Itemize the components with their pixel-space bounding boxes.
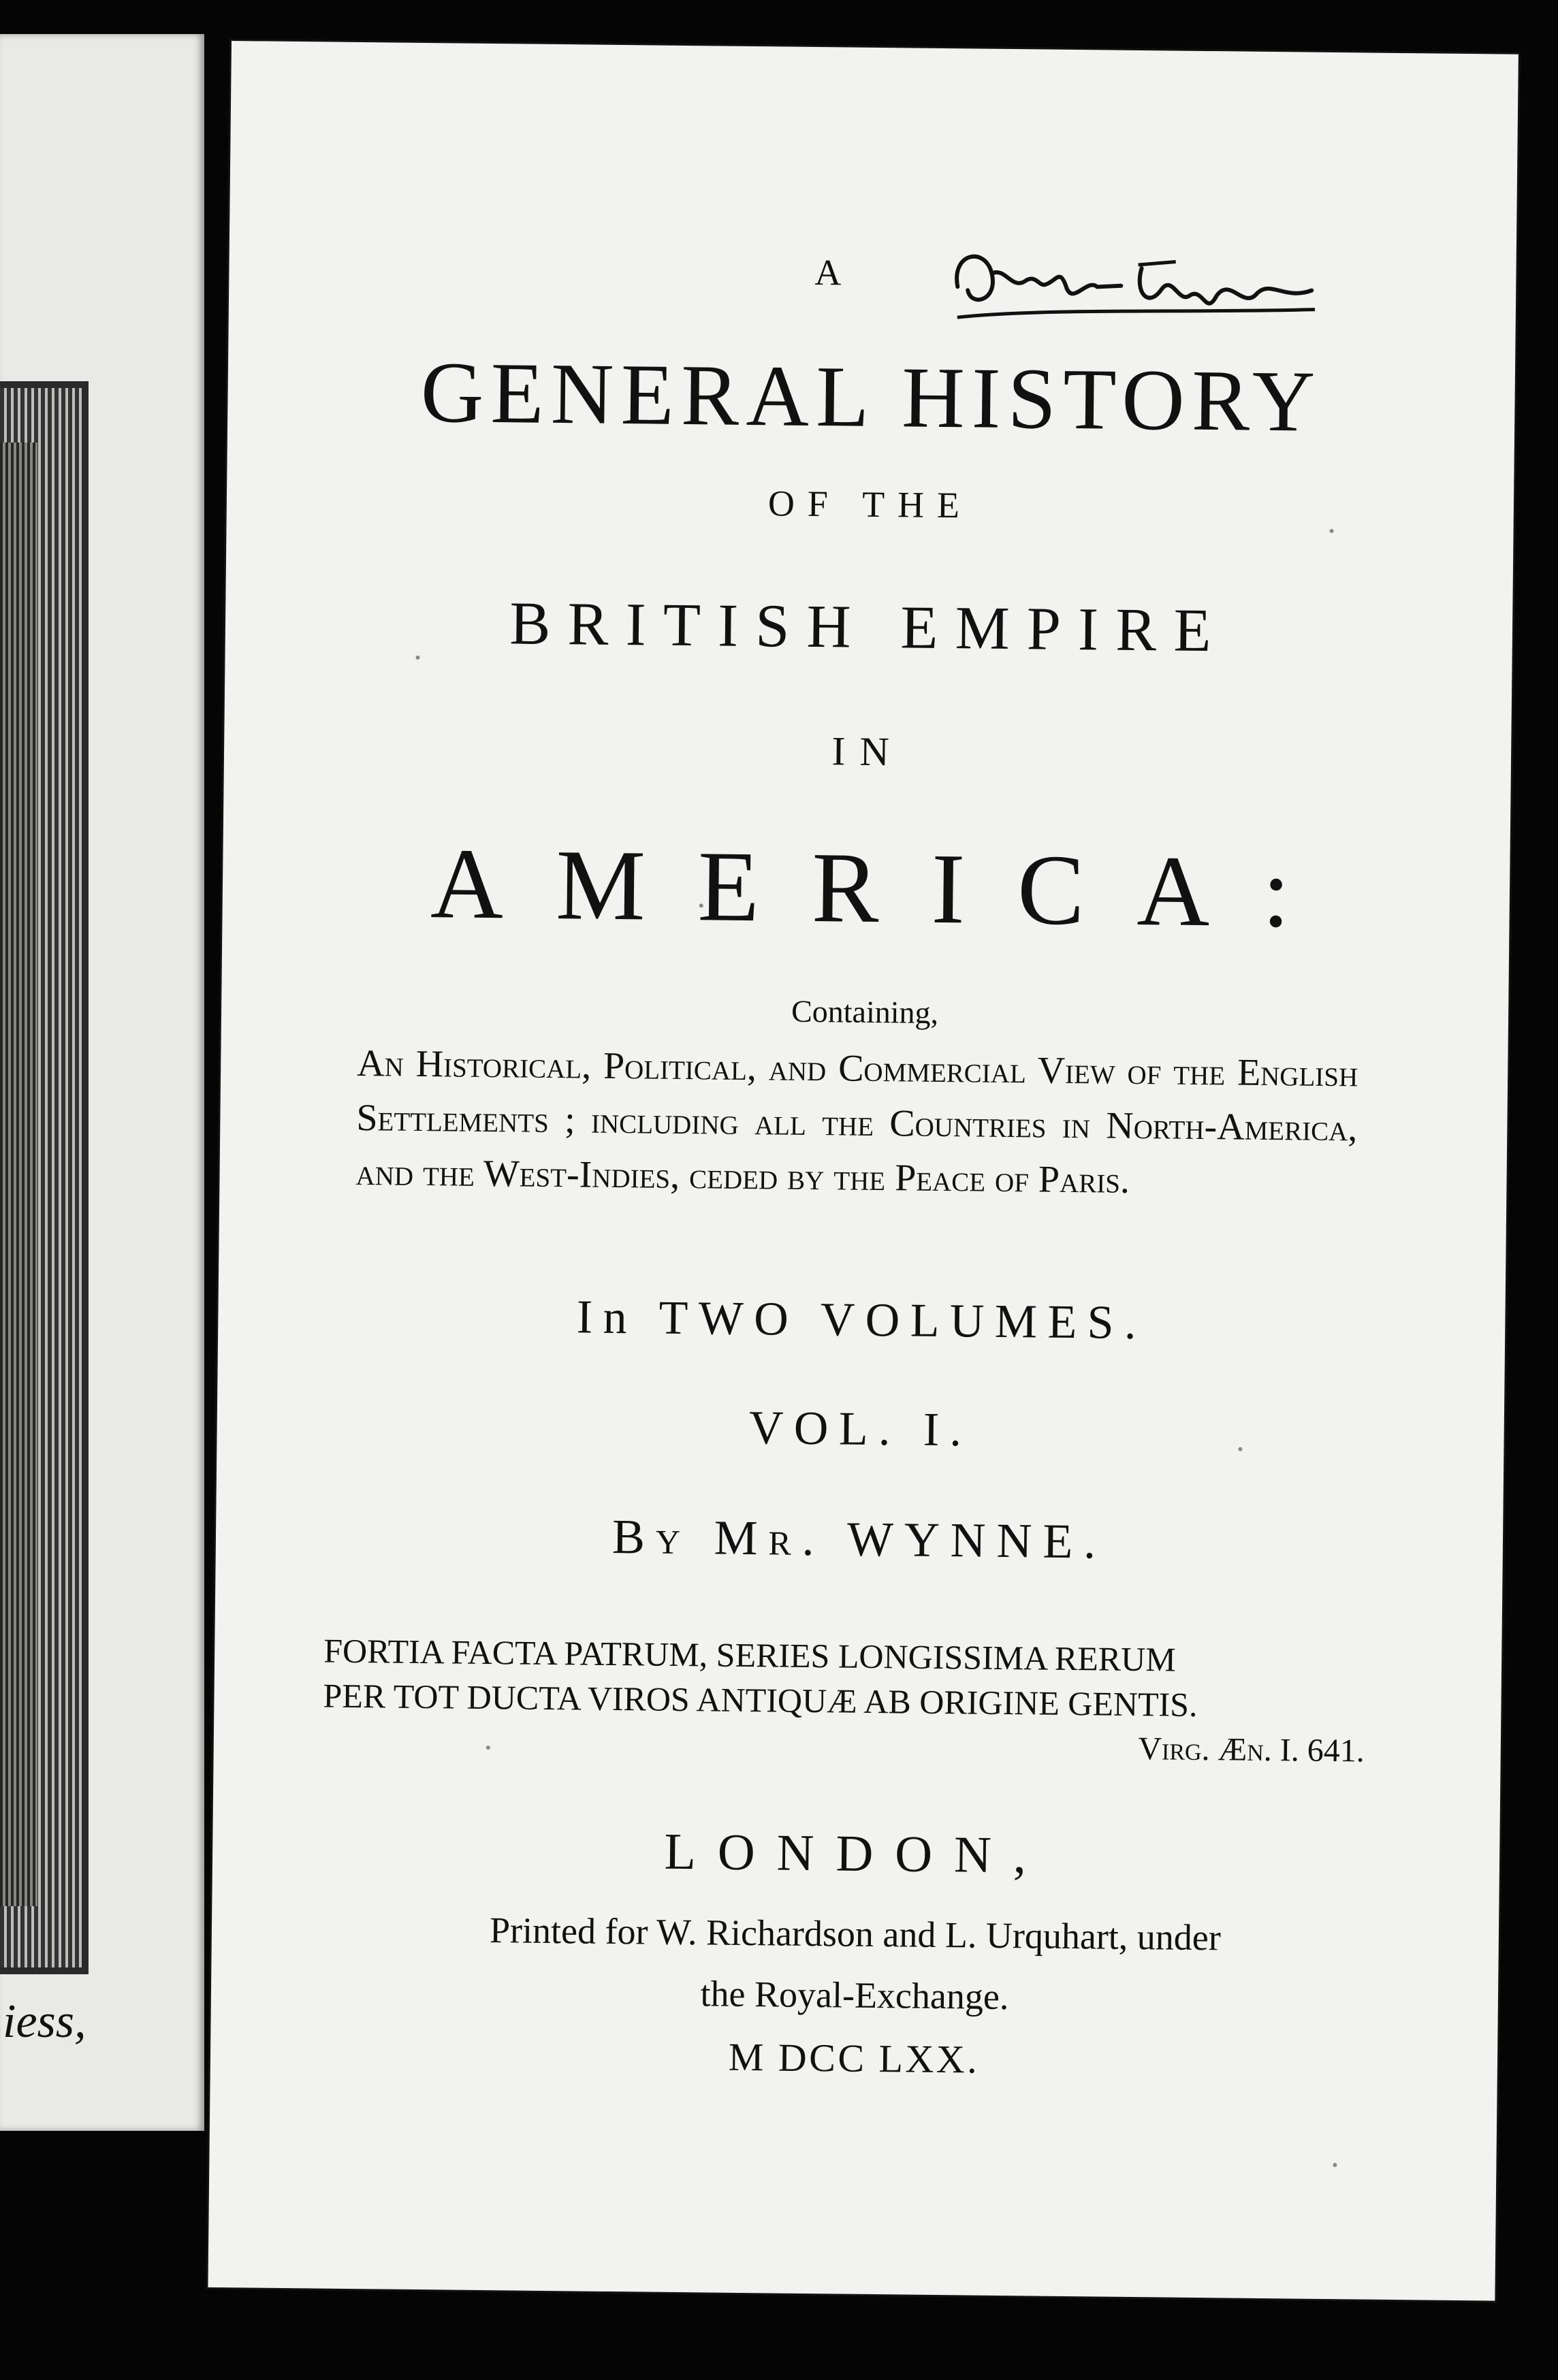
title-page (208, 41, 1518, 2301)
imprint-date: M DCC LXX. (728, 2034, 980, 2082)
facing-page-text-fragment: iess, (3, 1995, 86, 2048)
title-main: GENERAL HISTORY (420, 343, 1322, 450)
paper-speckles (232, 41, 1519, 54)
title-america: AMERICA: (430, 828, 1344, 950)
epigraph-line-2: PER TOT DUCTA VIROS ANTIQUÆ AB ORIGINE GENTIS. (323, 1676, 1198, 1724)
volumes-count: In TWO VOLUMES. (576, 1291, 1147, 1350)
handwritten-signature (943, 225, 1326, 345)
epigraph-citation: Virg. Æn. I. 641. (1138, 1731, 1365, 1769)
title-article: A (814, 251, 842, 293)
title-of-the: OF THE (767, 483, 973, 526)
epigraph (323, 1628, 1366, 1774)
imprint-city: LONDON, (664, 1822, 1049, 1884)
frontispiece-engraving (0, 443, 37, 1906)
subtitle-description: An Historical, Political, and Commercial View of the English Settlements ; including all the Countries in North-America, and the West-Indies, ceded by the Peace of Paris. (355, 1042, 1358, 1202)
epigraph-line-1: FORTIA FACTA PATRUM, SERIES LONGISSIMA RERUM (323, 1631, 1177, 1679)
facing-page (0, 34, 204, 2131)
title-in: IN (831, 728, 904, 775)
containing-label: Containing, (791, 993, 939, 1030)
imprint-printer: Printed for W. Richardson and L. Urquhart, under (489, 1910, 1222, 1959)
volume-number: VOL. I. (748, 1402, 972, 1457)
author-line: By Mr. WYNNE. (611, 1509, 1107, 1569)
title-british-empire: BRITISH EMPIRE (509, 590, 1229, 665)
imprint-location: the Royal-Exchange. (700, 1973, 1009, 2018)
frontispiece-frame (0, 381, 89, 1974)
